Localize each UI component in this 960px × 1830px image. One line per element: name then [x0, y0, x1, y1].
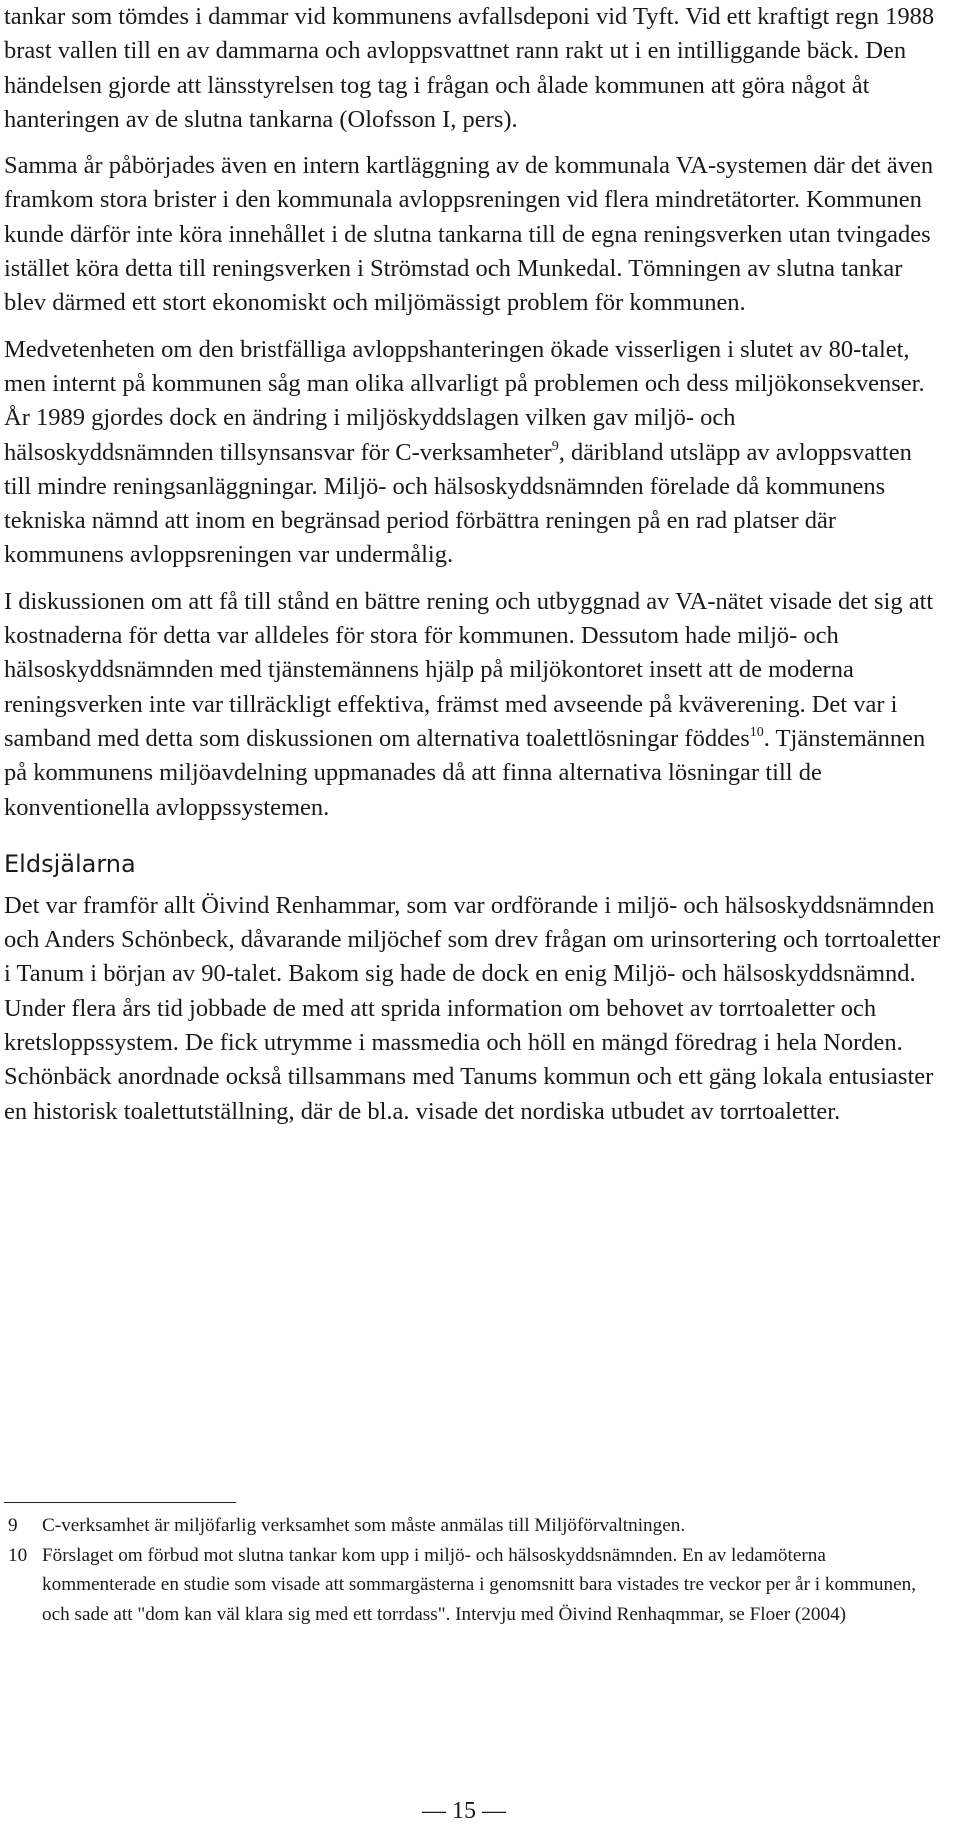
footnote-ref-9[interactable]: 9	[551, 438, 559, 454]
paragraph-4-text-after: . Tjänstemännen på kommunens miljöavdelning uppmanades då att finna alternativa lösningar till de konventionella avloppssystemen.	[4, 724, 926, 821]
paragraph-4	[4, 585, 944, 825]
paragraph-3	[4, 333, 944, 573]
paragraph-2: Samma år påbörjades även en intern kartläggning av de kommunala VA-systemen där det även framkom stora brister i den kommunala avloppsreningen vid flera mindretätorter. Kommunen kunde därför inte köra innehållet i de slutna tankarna till de egna reningsverken utan tvingades istället köra detta till reningsverken i Strömstad och Munkedal. Tömningen av slutna tankar blev därmed ett stort ekonomiskt och miljömässigt problem för kommunen.	[4, 152, 934, 317]
footnote-number: 9	[8, 1515, 18, 1536]
footnote-9	[4, 1511, 944, 1541]
footnote-ref-10[interactable]: 10	[749, 724, 764, 740]
page-number: — 15 —	[422, 1798, 506, 1824]
section-paragraph: Det var framför allt Öivind Renhammar, som var ordförande i miljö- och hälsoskyddsnämnden och Anders Schönbeck, dåvarande miljöchef som drev frågan om urinsortering och torrtoaletter i Tanum i början av 90-talet. Bakom sig hade de dock en enig Miljö- och hälsoskyddsnämnd. Under flera års tid jobbade de med att sprida information om behovet av torrtoaletter och kretsloppssystem. De fick utrymme i massmedia och höll en mängd föredrag i hela Norden. Schönbäck anordnade också tillsammans med Tanums kommun och ett gäng lokala entusiaster en historisk toalettutställning, där de bl.a. visade det nordiska utbudet av torrtoaletter.	[4, 891, 941, 1125]
footnote-text: Förslaget om förbud mot slutna tankar kom upp i miljö- och hälsoskyddsnämnden. En av ledamöterna kommenterade en studie som visade att sommargästerna i genomsnitt bara vistades tre veckor per år i kommunen, och sade att "dom kan väl klara sig med ett torrdass". Intervju med Öivind Renhaqmmar, se Floer (2004)	[42, 1544, 917, 1625]
footnote-divider	[4, 1502, 236, 1503]
footnote-text: C-verksamhet är miljöfarlig verksamhet som måste anmälas till Miljöförvaltningen.	[42, 1515, 686, 1536]
section-heading: Eldsjälarna	[4, 849, 136, 878]
main-text	[4, 0, 944, 1141]
footnotes	[4, 1511, 944, 1629]
paragraph-4-text-before: I diskussionen om att få till stånd en bättre rening och utbyggnad av VA-nätet visade det sig att kostnaderna för detta var alldeles för stora för kommunen. Dessutom hade miljö- och hälsoskyddsnämnden med tjänstemännens hjälp på miljökontoret insett att de moderna reningsverken inte var tillräckligt effektiva, främst med avseende på kväverening. Det var i samband med detta som diskussionen om alternativa toalettlösningar föddes	[4, 587, 934, 752]
paragraph-3-text-before: Medvetenheten om den bristfälliga avloppshanteringen ökade visserligen i slutet av 80-talet, men internt på kommunen såg man olika allvarligt på problemen och dess miljökonsekvenser. År 1989 gjordes dock en ändring i miljöskyddslagen vilken gav miljö- och hälsoskyddsnämnden tillsynsansvar för C-verksamheter	[4, 335, 925, 466]
footnote-number: 10	[8, 1544, 28, 1566]
paragraph-1: tankar som tömdes i dammar vid kommunens avfallsdeponi vid Tyft. Vid ett kraftigt regn 1988 brast vallen till en av dammarna och avloppsvattnet rann rakt ut i en intilliggande bäck. Den händelsen gjorde att länsstyrelsen tog tag i frågan och ålade kommunen att göra något åt hanteringen av de slutna tankarna (Olofsson I, pers).	[4, 3, 935, 133]
paragraph-3-text-after: , däribland utsläpp av avloppsvatten till mindre reningsanläggningar. Miljö- och hälsoskyddsnämnden förelade då kommunens tekniska nämnd att inom en begränsad period förbättra reningen på en rad platser där kommunens avloppsreningen var undermålig.	[4, 438, 912, 569]
footnote-10	[4, 1541, 944, 1630]
